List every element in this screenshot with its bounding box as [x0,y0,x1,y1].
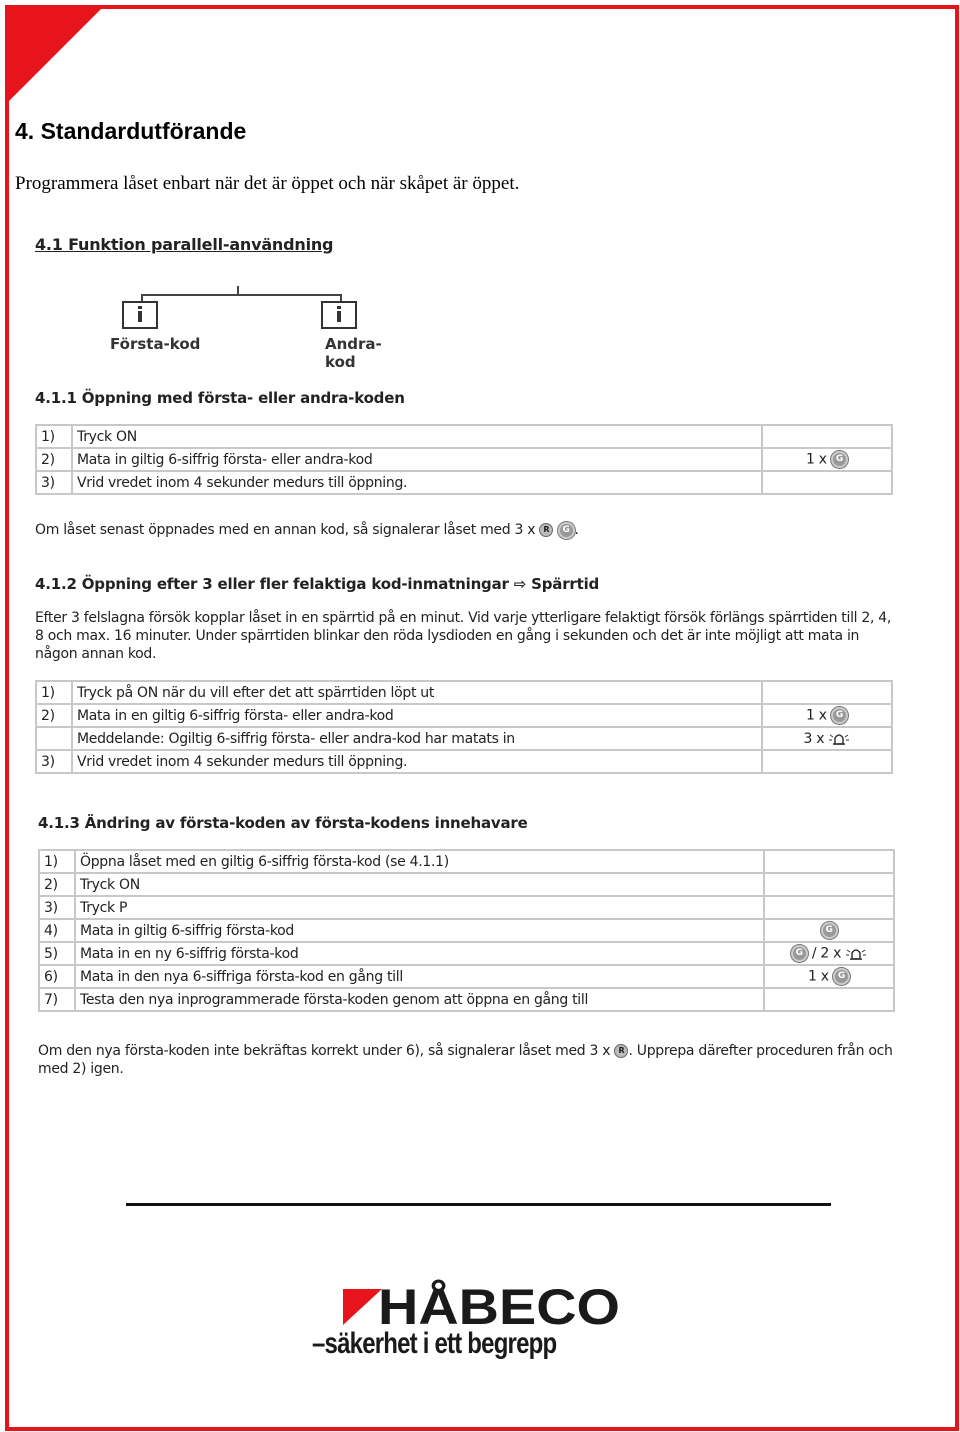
lockout-paragraph: Efter 3 felslagna försök kopplar låset in en spärrtid på en minut. Vid varje ytterligare felaktigt försök förlängs spärrtiden till 2, 4, 8 och max. 16 minuter. Under spärrtiden blinkar den röda lysdioden en gång i sekunden och det är inte möjligt att mata in någon annan kod. [35,610,892,662]
green-led-icon: G [831,451,848,468]
key-diagram [108,283,408,371]
step-result [764,850,894,873]
section-4-1-2-title: 4.1.2 Öppning efter 3 eller fler felaktiga kod-inmatningar ⇨ Spärrtid [35,575,600,593]
step-result: 1 x G [762,704,892,727]
table-row [39,873,894,896]
step-text: Testa den nya inprogrammerade första-koden genom att öppna en gång till [75,988,764,1011]
habeco-logo-mark [312,1275,632,1327]
buzzer-icon [845,946,867,962]
step-number: 3) [36,750,72,773]
step-number: 5) [39,942,75,965]
step-number: 6) [39,965,75,988]
step-result [764,919,894,942]
table-row [39,965,894,988]
corner-triangle [9,9,101,101]
section-4-1-1-title: 4.1.1 Öppning med första- eller andra-koden [35,389,405,407]
table-row [36,681,892,704]
step-number: 1) [39,850,75,873]
step-number: 7) [39,988,75,1011]
step-result: 1 x G [762,448,892,471]
table-4-1-1 [35,424,893,495]
green-led-icon: G [558,522,575,539]
step-result [764,873,894,896]
step-result [764,896,894,919]
red-led-icon: R [614,1044,628,1058]
step-text: Vrid vredet inom 4 sekunder medurs till öppning. [72,750,762,773]
table-row [36,750,892,773]
step-text: Meddelande: Ogiltig 6-siffrig första- eller andra-kod har matats in [72,727,762,750]
red-led-icon: R [539,523,553,537]
table-row [39,850,894,873]
footer-divider [126,1203,831,1206]
green-led-icon: G [831,707,848,724]
table-4-1-3 [38,849,895,1012]
green-led-icon: G [833,968,850,985]
step-number: 3) [39,896,75,919]
step-text: Tryck ON [72,425,762,448]
brand-name: HÅBECO [378,1279,620,1327]
step-text: Tryck ON [75,873,764,896]
step-result [764,988,894,1011]
section-4-1-title: 4.1 Funktion parallell-användning [35,235,334,254]
page-title: 4. Standardutförande [15,118,247,144]
step-result [762,471,892,494]
step-result [762,425,892,448]
step-text: Öppna låset med en giltig 6-siffrig första-kod (se 4.1.1) [75,850,764,873]
step-number: 4) [39,919,75,942]
step-number: 3) [36,471,72,494]
step-number: 2) [36,704,72,727]
table-4-1-2 [35,680,893,774]
step-result [762,681,892,704]
second-code-label: Andra-kod [325,335,382,371]
note-4-1-1: Om låset senast öppnades med en annan kod, så signalerar låset med 3 x R G . [35,522,579,538]
table-row [36,727,892,750]
table-row [39,988,894,1011]
buzzer-icon [828,731,850,747]
step-number: 1) [36,425,72,448]
step-text: Mata in den nya 6-siffriga första-kod en gång till [75,965,764,988]
brand-logo [312,1275,632,1375]
table-row [36,448,892,471]
step-number: 1) [36,681,72,704]
section-4-1-3-title: 4.1.3 Ändring av första-koden av första-kodens innehavare [38,814,528,832]
first-key-icon [122,301,158,329]
table-row [36,704,892,727]
step-number: 2) [36,448,72,471]
second-key-icon [321,301,357,329]
step-text: Mata in giltig 6-siffrig första- eller andra-kod [72,448,762,471]
step-text: Vrid vredet inom 4 sekunder medurs till öppning. [72,471,762,494]
step-text: Tryck på ON när du vill efter det att spärrtiden löpt ut [72,681,762,704]
table-row [36,425,892,448]
step-number [36,727,72,750]
step-number: 2) [39,873,75,896]
green-led-icon: G [791,945,808,962]
table-row [39,919,894,942]
step-result: 1 x G [764,965,894,988]
first-code-label: Första-kod [110,335,201,353]
step-text: Mata in en ny 6-siffrig första-kod [75,942,764,965]
table-row [36,471,892,494]
intro-text: Programmera låset enbart när det är öppet och när skåpet är öppet. [15,173,520,194]
arrow-right-icon: ⇨ [513,575,527,593]
step-text: Mata in en giltig 6-siffrig första- eller andra-kod [72,704,762,727]
step-result [762,750,892,773]
step-text: Tryck P [75,896,764,919]
step-text: Mata in giltig 6-siffrig första-kod [75,919,764,942]
green-led-icon: G [821,922,838,939]
table-row [39,942,894,965]
table-row [39,896,894,919]
step-result: 3 x [762,727,892,750]
note-4-1-3: Om den nya första-koden inte bekräftas korrekt under 6), så signalerar låset med 3 x R . Upprepa därefter proceduren från och med 2) igen. [38,1043,893,1077]
brand-tagline: –säkerhet i ett begrepp [312,1327,557,1360]
step-result: G / 2 x [764,942,894,965]
